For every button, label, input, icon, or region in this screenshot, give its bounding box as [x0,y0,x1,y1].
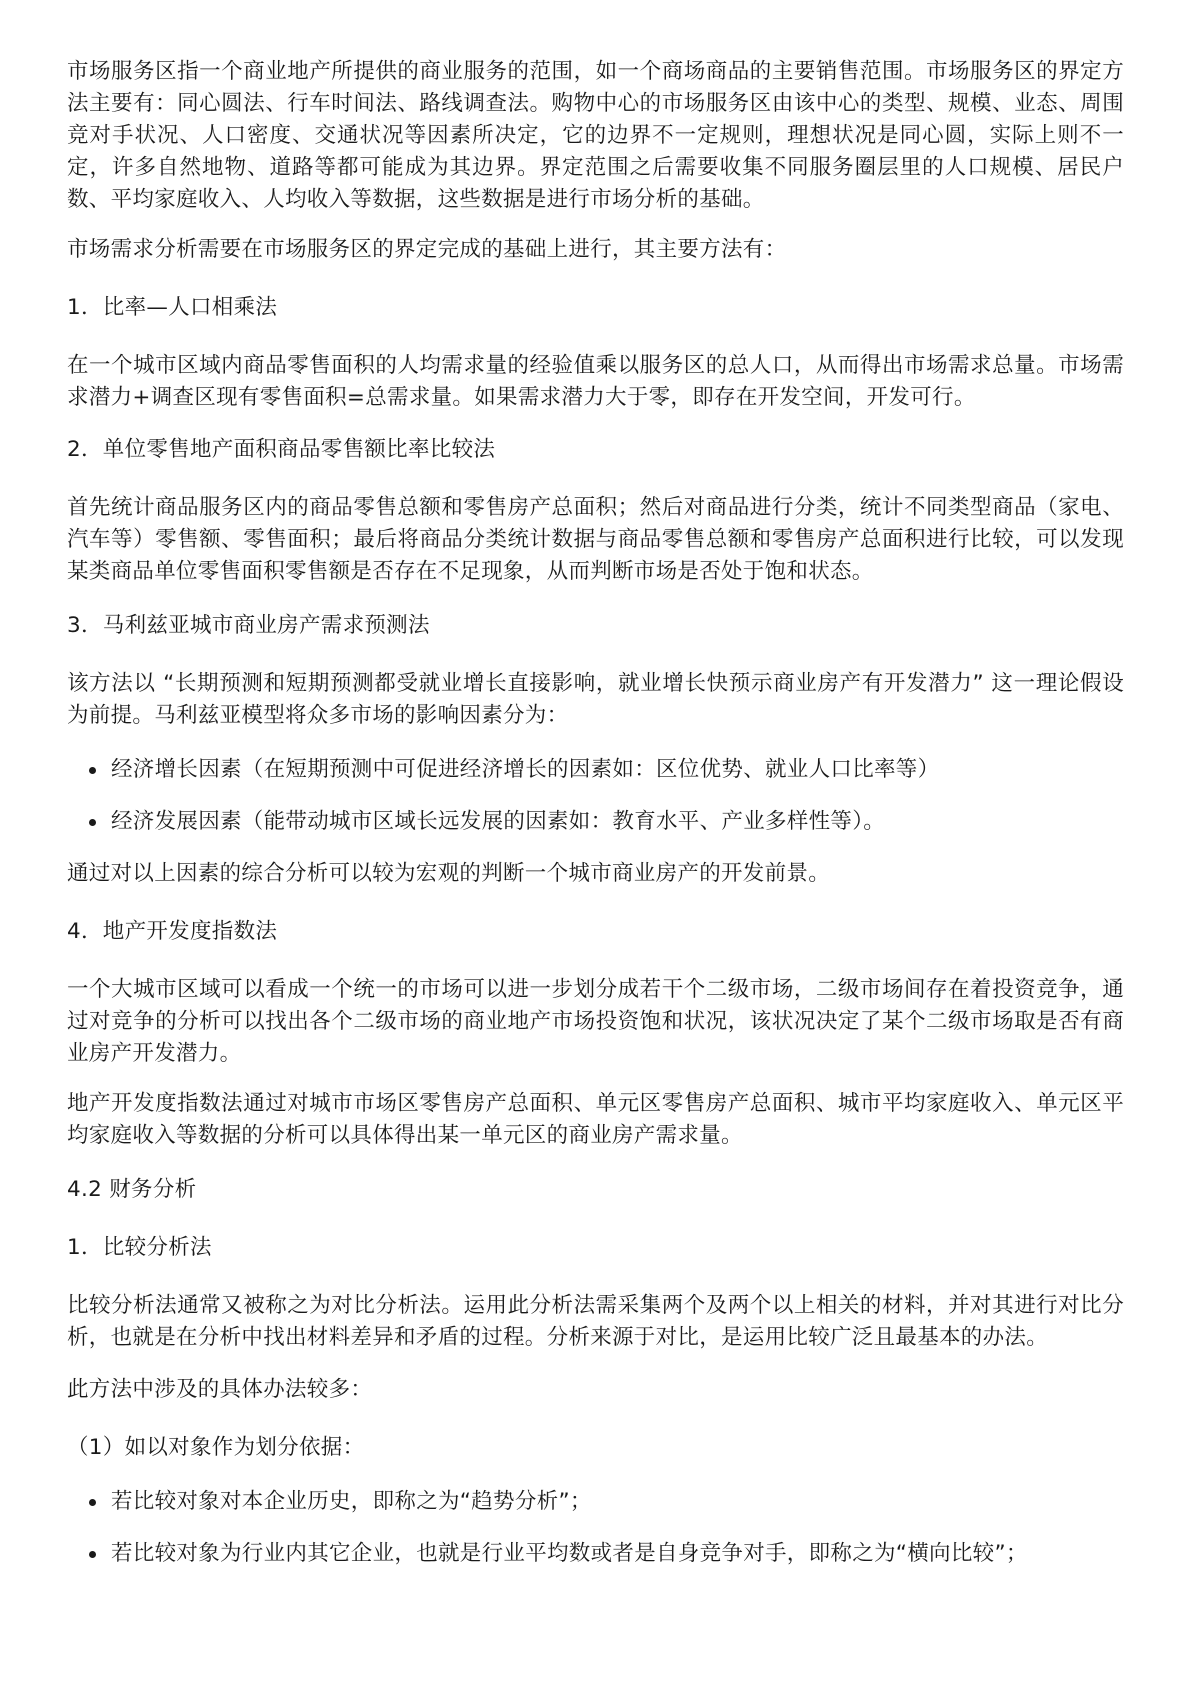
list-item [67,806,1124,838]
list-item [67,1486,1124,1518]
comparison-method-title: 1．比较分析法 [67,1235,212,1260]
comparison-method-paragraph: 比较分析法通常又被称之为对比分析法。运用此分析法需采集两个及两个以上相关的材料，并对其进行对比分析，也就是在分析中找出材料差异和矛盾的过程。分析来源于对比，是运用比较广泛且最基本的办法。 [67,1293,1124,1350]
demand-analysis-intro: 市场需求分析需要在市场服务区的界定完成的基础上进行，其主要方法有： [67,237,787,262]
list-item-text: 若比较对象对本企业历史，即称之为“趋势分析”； [111,1489,592,1514]
list-item [67,754,1124,786]
bullet-icon [89,819,96,826]
method-3-conclusion: 通过对以上因素的综合分析可以较为宏观的判断一个城市商业房产的开发前景。 [67,861,831,886]
method-4-title: 4．地产开发度指数法 [67,919,278,944]
method-3-paragraph: 该方法以 “长期预测和短期预测都受就业增长直接影响，就业增长快预示商业房产有开发潜力” 这一理论假设为前提。马利兹亚模型将众多市场的影响因素分为： [67,671,1124,728]
comparison-bullet-list [67,1486,1124,1570]
method-1-paragraph: 在一个城市区域内商品零售面积的人均需求量的经验值乘以服务区的总人口，从而得出市场需求总量。市场需求潜力+调查区现有零售面积=总需求量。如果需求潜力大于零，即存在开发空间，开发可行。 [67,353,1124,410]
list-item [67,1538,1124,1570]
method-1-title: 1．比率—人口相乘法 [67,295,278,320]
intro-paragraph: 市场服务区指一个商业地产所提供的商业服务的范围，如一个商场商品的主要销售范围。市场服务区的界定方法主要有：同心圆法、行车时间法、路线调查法。购物中心的市场服务区由该中心的类型、规模、业态、周围竞对手状况、人口密度、交通状况等因素所决定，它的边界不一定规则，理想状况是同心圆，实际上则不一定，许多自然地物、道路等都可能成为其边界。界定范围之后需要收集不同服务圈层里的人口规模、居民户数、平均家庭收入、人均收入等数据，这些数据是进行市场分析的基础。 [67,59,1124,212]
method-4-paragraph-1: 一个大城市区域可以看成一个统一的市场可以进一步划分成若干个二级市场，二级市场间存在着投资竞争，通过对竞争的分析可以找出各个二级市场的商业地产市场投资饱和状况，该状况决定了某个二级市场取是否有商业房产开发潜力。 [67,977,1124,1066]
bullet-icon [89,1499,96,1506]
bullet-icon [89,1551,96,1558]
list-item-text: 若比较对象为行业内其它企业，也就是行业平均数或者是自身竞争对手，即称之为“横向比较”； [111,1541,1028,1566]
list-item-text: 经济增长因素（在短期预测中可促进经济增长的因素如：区位优势、就业人口比率等） [111,757,940,782]
comparison-subheading-1: （1）如以对象作为划分依据： [67,1435,365,1460]
comparison-methods-intro: 此方法中涉及的具体办法较多： [67,1377,373,1402]
section-heading-financial-analysis: 4.2 财务分析 [67,1177,197,1202]
method-4-paragraph-2: 地产开发度指数法通过对城市市场区零售房产总面积、单元区零售房产总面积、城市平均家庭收入、单元区平均家庭收入等数据的分析可以具体得出某一单元区的商业房产需求量。 [67,1091,1124,1148]
method-3-title: 3．马利兹亚城市商业房产需求预测法 [67,613,430,638]
method-2-paragraph: 首先统计商品服务区内的商品零售总额和零售房产总面积；然后对商品进行分类，统计不同类型商品（家电、汽车等）零售额、零售面积；最后将商品分类统计数据与商品零售总额和零售房产总面积进行比较，可以发现某类商品单位零售面积零售额是否存在不足现象，从而判断市场是否处于饱和状态。 [67,495,1124,584]
bullet-icon [89,767,96,774]
list-item-text: 经济发展因素（能带动城市区域长远发展的因素如：教育水平、产业多样性等）。 [111,809,886,834]
method-2-title: 2．单位零售地产面积商品零售额比率比较法 [67,437,496,462]
method-3-factor-list [67,754,1124,838]
